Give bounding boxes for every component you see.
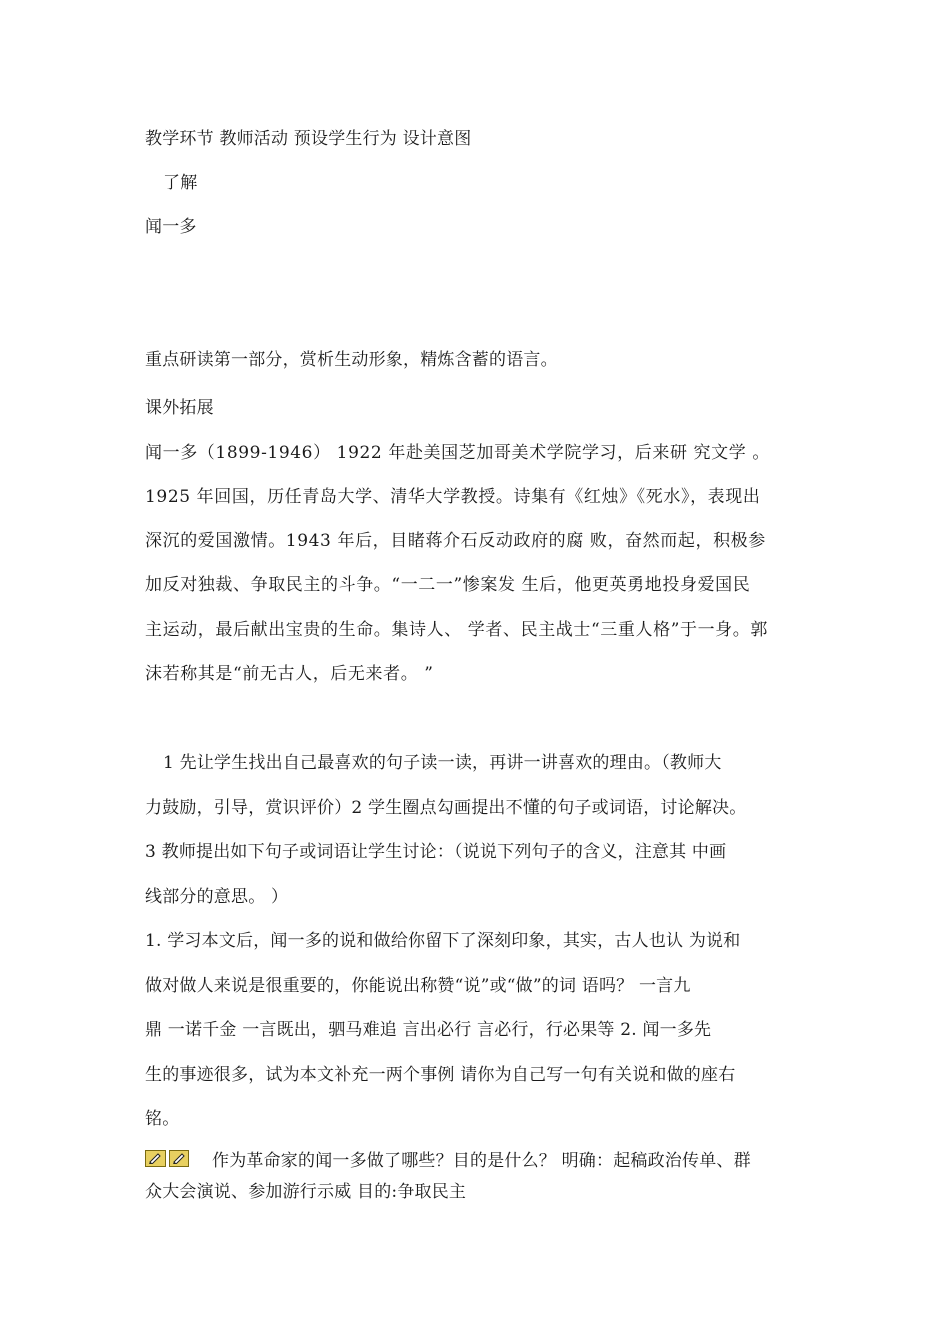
line-wenyiduo: 闻一多 bbox=[145, 217, 197, 237]
revolutionary-line-1: 作为革命家的闻一多做了哪些？目的是什么？ 明确：起稿政治传单、群 bbox=[212, 1151, 751, 1171]
question-line-4: 生的事迹很多，试为本文补充一两个事例 请你为自己写一句有关说和做的座右 bbox=[145, 1065, 736, 1085]
question-line-2: 做对做人来说是很重要的，你能说出称赞“说”或“做”的词 语吗？ 一言九 bbox=[145, 976, 691, 996]
bio-line-4: 加反对独裁、争取民主的斗争。“一二一”惨案发 生后，他更英勇地投身爱国民 bbox=[145, 575, 751, 595]
line-header: 教学环节 教师活动 预设学生行为 设计意图 bbox=[145, 129, 472, 149]
pencil-icons bbox=[145, 1150, 189, 1167]
question-line-3: 鼎 一诺千金 一言既出，驷马难追 言出必行 言必行，行必果等 2. 闻一多先 bbox=[145, 1020, 712, 1040]
line-focus: 重点研读第一部分，赏析生动形象，精炼含蓄的语言。 bbox=[145, 350, 558, 370]
bio-line-1: 闻一多（1899-1946） 1922 年赴美国芝加哥美术学院学习，后来研 究文学 。 bbox=[145, 443, 770, 463]
line-liaojie: 了解 bbox=[163, 173, 198, 193]
activity-line-1: 1 先让学生找出自己最喜欢的句子读一读，再讲一讲喜欢的理由。（教师大 bbox=[163, 753, 722, 773]
line-extension: 课外拓展 bbox=[145, 398, 214, 418]
revolutionary-line-2: 众大会演说、参加游行示威 目的:争取民主 bbox=[145, 1182, 467, 1202]
activity-line-4: 线部分的意思。 ） bbox=[145, 887, 289, 907]
pencil-icon bbox=[145, 1150, 166, 1167]
question-line-1: 1. 学习本文后，闻一多的说和做给你留下了深刻印象，其实，古人也认 为说和 bbox=[145, 931, 741, 951]
bio-line-6: 沫若称其是“前无古人，后无来者。 ” bbox=[145, 664, 434, 684]
bio-line-3: 深沉的爱国激情。1943 年后，目睹蒋介石反动政府的腐 败，奋然而起，积极参 bbox=[145, 531, 766, 551]
question-line-5: 铭。 bbox=[145, 1109, 180, 1129]
pencil-icon bbox=[169, 1150, 190, 1167]
activity-line-3: 3 教师提出如下句子或词语让学生讨论：（说说下列句子的含义，注意其 中画 bbox=[145, 842, 727, 862]
activity-line-2: 力鼓励，引导，赏识评价）2 学生圈点勾画提出不懂的句子或词语，讨论解决。 bbox=[145, 798, 747, 818]
bio-line-5: 主运动，最后献出宝贵的生命。集诗人、 学者、民主战士“三重人格”于一身。郭 bbox=[145, 620, 768, 640]
bio-line-2: 1925 年回国，历任青岛大学、清华大学教授。诗集有《红烛》《死水》，表现出 bbox=[145, 487, 761, 507]
